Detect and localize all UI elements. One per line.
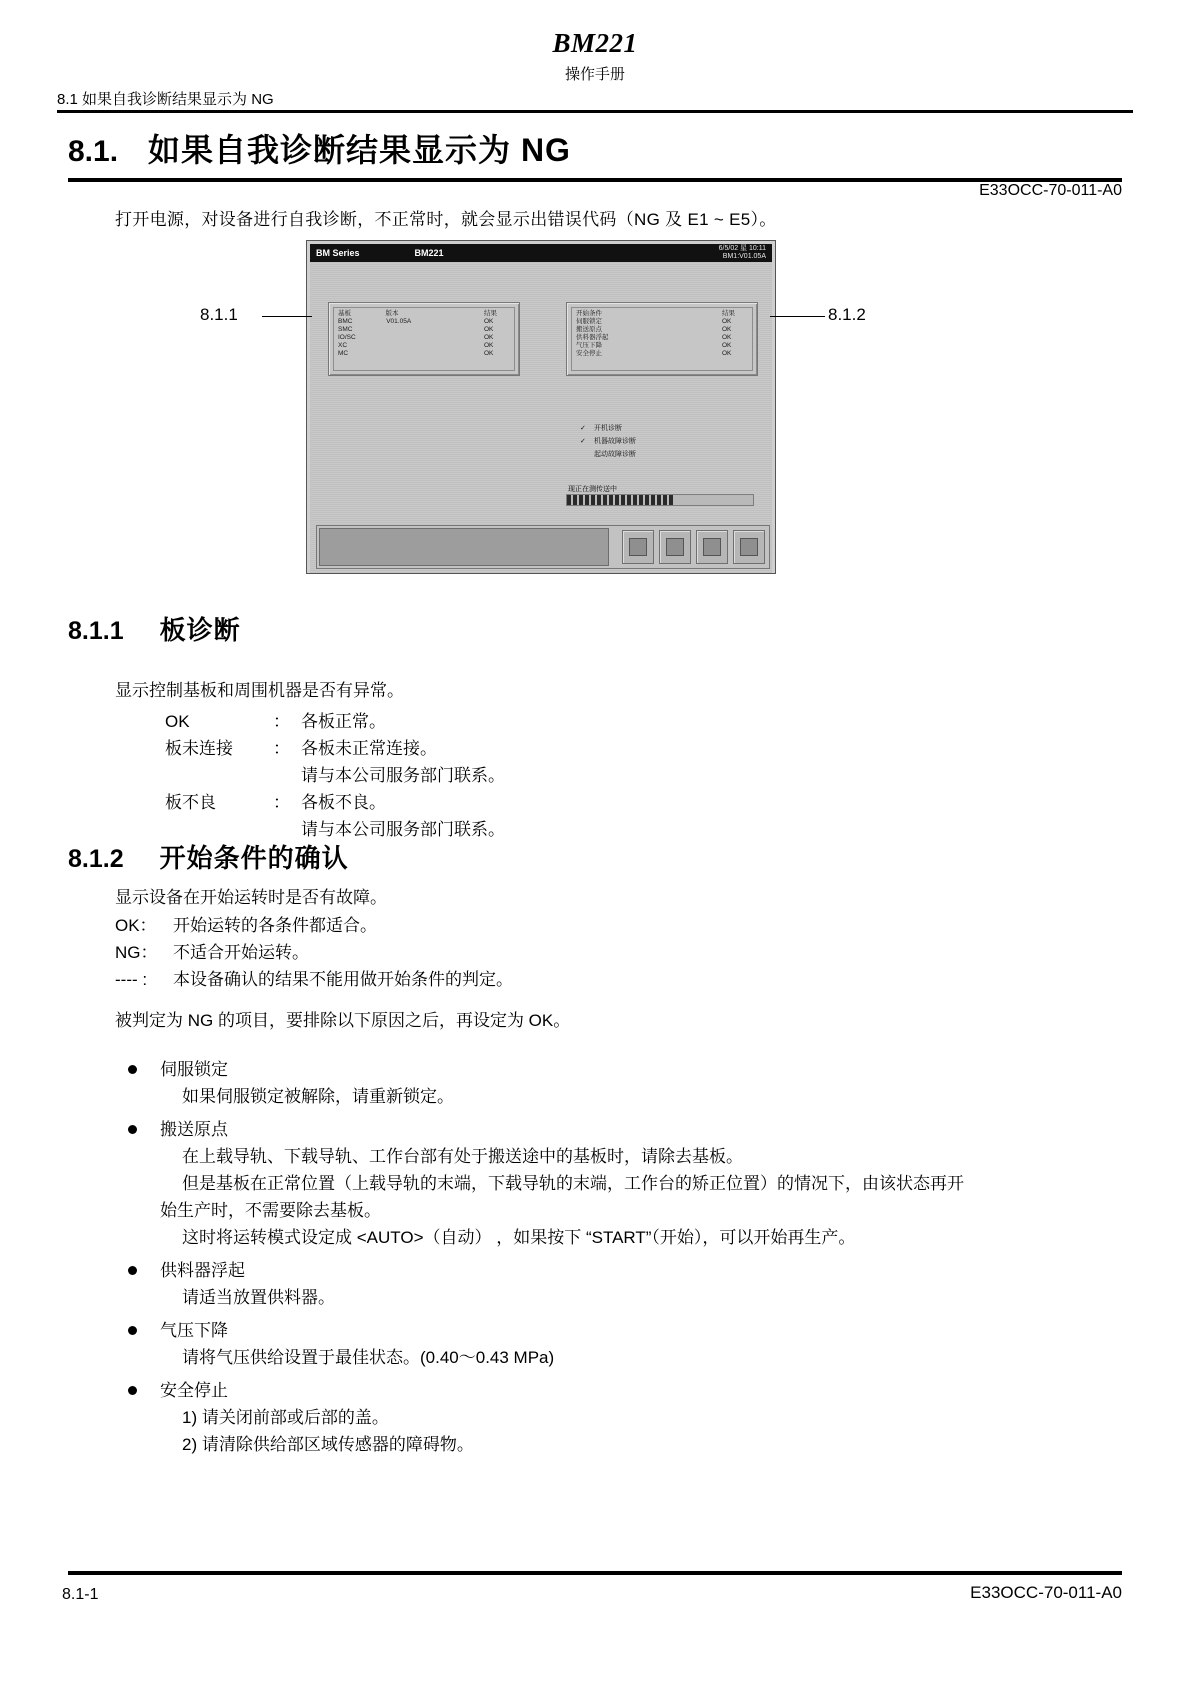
- document-header: [0, 28, 1190, 84]
- subsection-1-intro: 显示控制基板和周围机器是否有异常。: [115, 681, 404, 700]
- condition-result: OK: [722, 350, 732, 357]
- toolbar-icons: [622, 530, 765, 564]
- list-item-line: 1) 请关闭前部或后部的盖。: [182, 1408, 389, 1427]
- board-result: OK: [483, 350, 494, 357]
- list-item-line: 请将气压供给设置于最佳状态。(0.40～0.43 MPa): [182, 1348, 555, 1367]
- header-divider: [57, 110, 1133, 113]
- subsection-1-heading: [68, 610, 241, 647]
- definition-colon: ：: [273, 793, 290, 812]
- check-mark-icon: ✓: [580, 425, 586, 432]
- machine-screen-figure: [306, 240, 776, 574]
- checkbox-row[interactable]: [580, 448, 636, 461]
- subsection-2-intro: 显示设备在开始运转时是否有故障。: [115, 888, 387, 907]
- table-row: [576, 318, 748, 326]
- definition-desc: 本设备确认的结果不能用做开始条件的判定。: [173, 970, 513, 989]
- running-head: 8.1 如果自我诊断结果显示为 NG: [57, 91, 274, 108]
- condition-result: OK: [722, 342, 732, 349]
- condition-result: OK: [722, 318, 732, 325]
- definition-row: [165, 789, 505, 816]
- board-version: [388, 334, 452, 342]
- check-mark-icon: [580, 448, 588, 461]
- bullet-icon: [128, 1386, 137, 1395]
- board-result: OK: [483, 318, 494, 325]
- table-row: [576, 342, 748, 350]
- table-row: [338, 318, 510, 326]
- condition-name: 安全停止: [576, 350, 602, 357]
- table-row: [338, 326, 510, 334]
- definition-row: [115, 939, 513, 966]
- definition-continued: 请与本公司服务部门联系。: [301, 766, 505, 785]
- list-item-title: 气压下降: [160, 1321, 228, 1340]
- section-title: 如果自我诊断结果显示为 NG: [148, 132, 571, 168]
- figure-callout-right: 8.1.2: [828, 305, 866, 324]
- list-item-line: 在上载导轨、下载导轨、工作台部有处于搬送途中的基板时，请除去基板。: [182, 1147, 743, 1166]
- figure-model: BM221: [414, 248, 444, 258]
- board-name: BMC: [338, 318, 353, 325]
- definition-row: [165, 735, 505, 762]
- board-name: IO/SC: [338, 334, 356, 341]
- table-row: [338, 342, 510, 350]
- board-name: MC: [338, 350, 349, 357]
- condition-result: OK: [722, 334, 732, 341]
- subsection-1-title: 板诊断: [159, 615, 241, 645]
- list-item-title: 伺服锁定: [160, 1060, 228, 1079]
- condition-name: 气压下降: [576, 342, 602, 349]
- list-item: [118, 1257, 964, 1311]
- diagnosis-checkbox-group: [580, 422, 636, 461]
- list-item-title: 搬送原点: [160, 1120, 228, 1139]
- page-number: 8.1-1: [62, 1586, 99, 1603]
- definition-colon: ：: [273, 739, 290, 758]
- condition-name: 伺服锁定: [576, 318, 602, 325]
- definition-term: 板未连接: [165, 739, 233, 758]
- section-heading: [68, 125, 571, 171]
- board-diagnosis-panel: [328, 302, 520, 376]
- definition-term: ---- :: [115, 970, 148, 989]
- list-item: [118, 1056, 964, 1110]
- board-result: OK: [483, 334, 494, 341]
- table-header-row: [338, 310, 510, 318]
- checkbox-row[interactable]: [580, 422, 636, 435]
- col-result: 结果: [722, 310, 735, 317]
- definition-desc: 各板正常。: [301, 712, 386, 731]
- checkbox-label: 起动故障诊断: [594, 451, 636, 458]
- figure-clock: [719, 245, 766, 261]
- definition-colon: ：: [273, 712, 290, 731]
- progress-label: 现正在测传送中: [568, 486, 617, 493]
- ng-cause-list: [118, 1050, 964, 1458]
- definition-term: NG：: [115, 943, 158, 962]
- list-item-title: 供料器浮起: [160, 1261, 245, 1280]
- list-item-title: 安全停止: [160, 1381, 228, 1400]
- board-name: SMC: [338, 326, 353, 333]
- definition-desc: 开始运转的各条件都适合。: [173, 916, 377, 935]
- checkbox-label: 开机诊断: [594, 425, 622, 432]
- board-name: XC: [338, 342, 348, 349]
- board-version: V01.05A: [386, 318, 412, 325]
- checkbox-row[interactable]: [580, 435, 636, 448]
- definition-row: [115, 966, 513, 993]
- definition-row: [115, 912, 513, 939]
- figure-clock-line1: 6/5/02 星 10:11: [718, 245, 766, 252]
- definition-continued: 请与本公司服务部门联系。: [301, 820, 505, 839]
- start-condition-table: [571, 307, 753, 371]
- start-condition-panel: [566, 302, 758, 376]
- document-code: E33OCC-70-011-A0: [979, 182, 1122, 199]
- checkbox-label: 机器故障诊断: [594, 438, 636, 445]
- list-item: [118, 1116, 964, 1251]
- definition-term: OK：: [115, 916, 157, 935]
- col-board: 基板: [338, 310, 351, 317]
- condition-name: 搬送原点: [576, 326, 602, 333]
- message-area: [319, 528, 609, 566]
- list-item-line: 始生产时，不需要除去基板。: [160, 1201, 381, 1220]
- col-version: 版本: [385, 310, 399, 317]
- figure-toolbar: [316, 525, 770, 569]
- section-divider: [68, 178, 1122, 182]
- board-version: [384, 342, 448, 350]
- subsection-2-heading: [68, 838, 349, 875]
- table-row: [576, 334, 748, 342]
- bullet-icon: [128, 1065, 137, 1074]
- definition-row: [165, 708, 505, 735]
- gear-icon[interactable]: [622, 530, 654, 564]
- list-item-line: 请适当放置供料器。: [182, 1288, 335, 1307]
- subsection-2-title: 开始条件的确认: [159, 843, 349, 873]
- figure-body: [310, 262, 772, 573]
- list-item-line: 如果伺服锁定被解除，请重新锁定。: [182, 1087, 454, 1106]
- ng-note: 被判定为 NG 的项目，要排除以下原因之后，再设定为 OK。: [115, 1011, 571, 1030]
- figure-leader-left: [262, 316, 312, 317]
- figure-clock-line2: BM1:V01.05A: [722, 253, 766, 260]
- board-diagnosis-definitions: [165, 708, 505, 843]
- definition-desc: 各板未正常连接。: [301, 739, 437, 758]
- definition-desc: 不适合开始运转。: [173, 943, 309, 962]
- table-header-row: [576, 310, 748, 318]
- figure-callout-left: 8.1.1: [200, 305, 238, 324]
- list-item: [118, 1317, 964, 1371]
- table-row: [338, 350, 510, 358]
- list-item-line: 2) 请清除供给部区域传感器的障碍物。: [182, 1435, 474, 1454]
- table-row: [338, 334, 510, 342]
- window-icon[interactable]: [659, 530, 691, 564]
- figure-brand: BM Series: [316, 248, 360, 258]
- list-item-line: 但是基板在正常位置（上载导轨的末端，下载导轨的末端，工作台的矫正位置）的情况下，由该状态再开: [182, 1174, 964, 1193]
- check-mark-icon: ✓: [580, 438, 586, 445]
- table-row: [576, 326, 748, 334]
- col-result: 结果: [484, 310, 497, 317]
- section-intro: 打开电源，对设备进行自我诊断，不正常时，就会显示出错误代码（NG 及 E1 ~ E5）。: [115, 210, 777, 229]
- table-row: [576, 350, 748, 358]
- subsection-1-number: 8.1.1: [68, 617, 124, 645]
- bullet-icon: [128, 1326, 137, 1335]
- section-number: 8.1.: [68, 135, 119, 168]
- col-condition: 开始条件: [576, 310, 602, 317]
- hand-icon[interactable]: [696, 530, 728, 564]
- footer-divider: [68, 1571, 1122, 1575]
- condition-name: 供料器浮起: [576, 334, 609, 341]
- footer-code: E33OCC-70-011-A0: [970, 1583, 1122, 1602]
- definition-term: 板不良: [165, 793, 216, 812]
- figure-titlebar: [310, 244, 772, 262]
- start-condition-definitions: [115, 912, 513, 993]
- figure-leader-right: [770, 316, 825, 317]
- list-item: [118, 1377, 964, 1458]
- progress-bar: [566, 494, 754, 506]
- bullet-icon: [128, 1266, 137, 1275]
- definition-desc: 各板不良。: [301, 793, 386, 812]
- subsection-2-number: 8.1.2: [68, 845, 124, 873]
- board-result: OK: [484, 342, 494, 349]
- board-result: OK: [483, 326, 494, 333]
- keypad-icon[interactable]: [733, 530, 765, 564]
- list-item-line: 这时将运转模式设定成 <AUTO>（自动） ，如果按下 “START”（开始），可以开始再生产。: [182, 1228, 856, 1247]
- board-version: [386, 326, 450, 334]
- progress-fill: [567, 495, 675, 505]
- board-diagnosis-table: [333, 307, 515, 371]
- document-subtitle: 操作手册: [564, 66, 625, 83]
- board-version: [384, 350, 448, 358]
- document-title: BM221: [552, 28, 638, 58]
- definition-term: OK: [165, 712, 190, 731]
- bullet-icon: [128, 1125, 137, 1134]
- condition-result: OK: [722, 326, 732, 333]
